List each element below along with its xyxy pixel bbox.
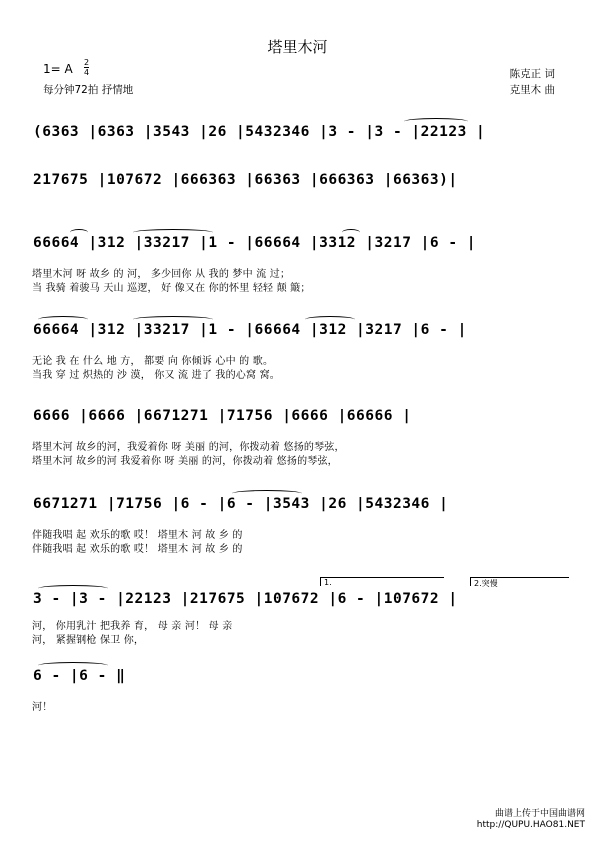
tie <box>404 118 468 125</box>
slur <box>38 316 88 323</box>
key-signature: 1= A <box>43 62 73 76</box>
second-ending-bracket: 2.突慢 <box>470 577 569 586</box>
notation-line: 66664 |312 |33217 |1 - |66664 |312 |3217 |6 - | <box>33 322 467 338</box>
footer-url: http://QUPU.HAO81.NET <box>476 820 585 830</box>
notation-line: 66664 |312 |33217 |1 - |66664 |3312 |3217 |6 - | <box>33 235 477 251</box>
slur <box>342 229 360 236</box>
notation-line: 6671271 |71756 |6 - |6 - |3543 |26 |5432346 | <box>33 496 449 512</box>
lyric-verse-1: 塔里木河 呀 故乡 的 河， 多少回你 从 我的 梦中 流 过； <box>32 269 291 280</box>
tie <box>232 490 302 497</box>
first-ending-bracket: 1. <box>320 577 444 586</box>
time-top: 2 <box>84 58 90 67</box>
lyric-verse-1: 塔里木河 故乡的河，我爱着你 呀 美丽 的河，你拨动着 悠扬的琴弦， <box>32 442 345 453</box>
lyric-verse-2: 伴随我唱 起 欢乐的歌 哎！ 塔里木 河 故 乡 的 <box>32 544 243 555</box>
slur <box>133 229 213 236</box>
song-title: 塔里木河 <box>267 38 328 56</box>
tempo-marking: 每分钟72拍 抒情地 <box>43 84 134 96</box>
slur <box>305 316 355 323</box>
slur <box>70 229 88 236</box>
time-signature <box>84 58 89 77</box>
lyric-verse-1: 河， 你用乳汁 把我养 育， 母 亲 河！ 母 亲 <box>32 621 233 632</box>
notation-line: 3 - |3 - |22123 |217675 |107672 |6 - |107672 | <box>33 591 458 607</box>
tie <box>38 662 108 669</box>
notation-line: 6666 |6666 |6671271 |71756 |6666 |66666 | <box>33 408 412 424</box>
lyric-verse-2: 河， 紧握钢枪 保卫 你， <box>32 635 145 646</box>
notation-line: (6363 |6363 |3543 |26 |5432346 |3 - |3 - |22123 | <box>33 124 486 140</box>
notation-line: 6 - |6 - ‖ <box>33 668 126 684</box>
notation-line: 217675 |107672 |666363 |66363 |666363 |66363)| <box>33 172 458 188</box>
time-bottom: 4 <box>84 68 90 77</box>
composer-credit: 克里木 曲 <box>509 84 555 96</box>
lyric-verse-1: 伴随我唱 起 欢乐的歌 哎！ 塔里木 河 故 乡 的 <box>32 530 243 541</box>
slur <box>133 316 213 323</box>
lyric-verse-2: 当 我骑 着骏马 天山 巡逻， 好 像又在 你的怀里 轻轻 颠 簸； <box>32 283 311 294</box>
lyric-verse-1: 河！ <box>32 702 53 713</box>
lyric-verse-1: 无论 我 在 什么 地 方， 都要 向 你倾诉 心中 的 歌。 <box>32 356 274 367</box>
lyric-verse-2: 塔里木河 故乡的河 我爱着你 呀 美丽 的河，你拨动着 悠扬的琴弦， <box>32 456 338 467</box>
tie <box>38 585 108 592</box>
lyricist-credit: 陈克正 词 <box>509 68 555 80</box>
footer-text: 曲谱上传于中国曲谱网 <box>494 809 585 819</box>
site-footer <box>477 809 585 831</box>
lyric-verse-2: 当我 穿 过 炽热的 沙 漠， 你又 流 进了 我的心窝 窝。 <box>32 370 280 381</box>
